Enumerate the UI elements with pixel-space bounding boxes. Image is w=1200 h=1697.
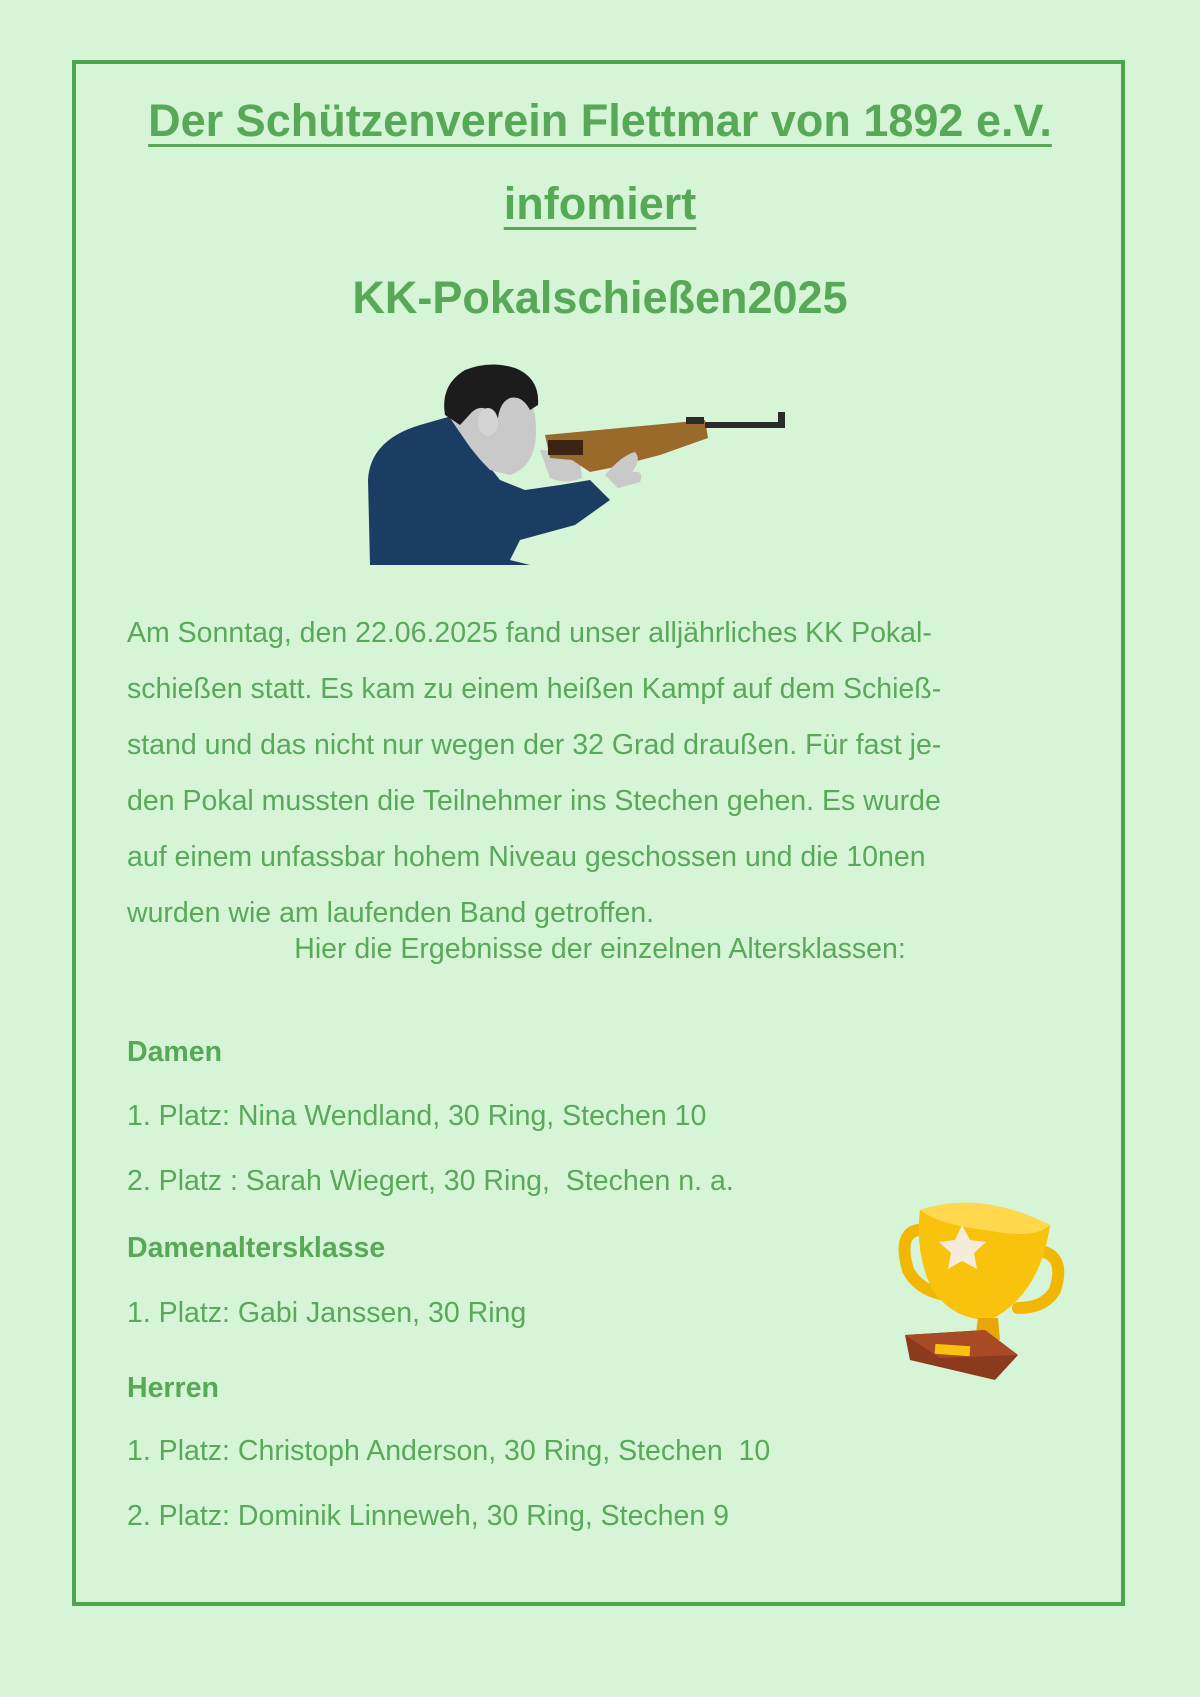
article-text — [127, 605, 1067, 941]
rifle-shooter-icon — [360, 360, 840, 565]
article-line: wurden wie am laufenden Band getroffen. — [127, 897, 655, 929]
club-title: Der Schützenverein Flettmar von 1892 e.V. — [148, 95, 1052, 146]
article-line: auf einem unfassbar hohem Niveau geschossen und die 10nen — [127, 841, 926, 873]
event-title: KK-Pokalschießen2025 — [352, 272, 848, 323]
result-entry: 1. Platz: Christoph Anderson, 30 Ring, Stechen 10 — [127, 1435, 771, 1467]
article-line: den Pokal mussten die Teilnehmer ins Stechen gehen. Es wurde — [127, 785, 941, 817]
section-heading-herren: Herren — [127, 1372, 219, 1404]
trophy-icon — [890, 1190, 1070, 1390]
subtitle-informs: infomiert — [503, 178, 697, 229]
results-intro: Hier die Ergebnisse der einzelnen Altersklassen: — [294, 933, 906, 965]
result-entry: 1. Platz: Gabi Janssen, 30 Ring — [127, 1297, 527, 1329]
article-line: Am Sonntag, den 22.06.2025 fand unser alljährliches KK Pokal- — [127, 617, 932, 649]
result-entry: 2. Platz: Dominik Linneweh, 30 Ring, Stechen 9 — [127, 1500, 730, 1532]
section-heading-damen: Damen — [127, 1036, 223, 1068]
result-entry: 1. Platz: Nina Wendland, 30 Ring, Stechen 10 — [127, 1100, 707, 1132]
article-line: schießen statt. Es kam zu einem heißen Kampf auf dem Schieß- — [127, 673, 942, 705]
article-line: stand und das nicht nur wegen der 32 Grad draußen. Für fast je- — [127, 729, 942, 761]
section-heading-damenaltersklasse: Damenaltersklasse — [127, 1232, 386, 1264]
result-entry: 2. Platz : Sarah Wiegert, 30 Ring, Stechen n. a. — [127, 1165, 734, 1197]
